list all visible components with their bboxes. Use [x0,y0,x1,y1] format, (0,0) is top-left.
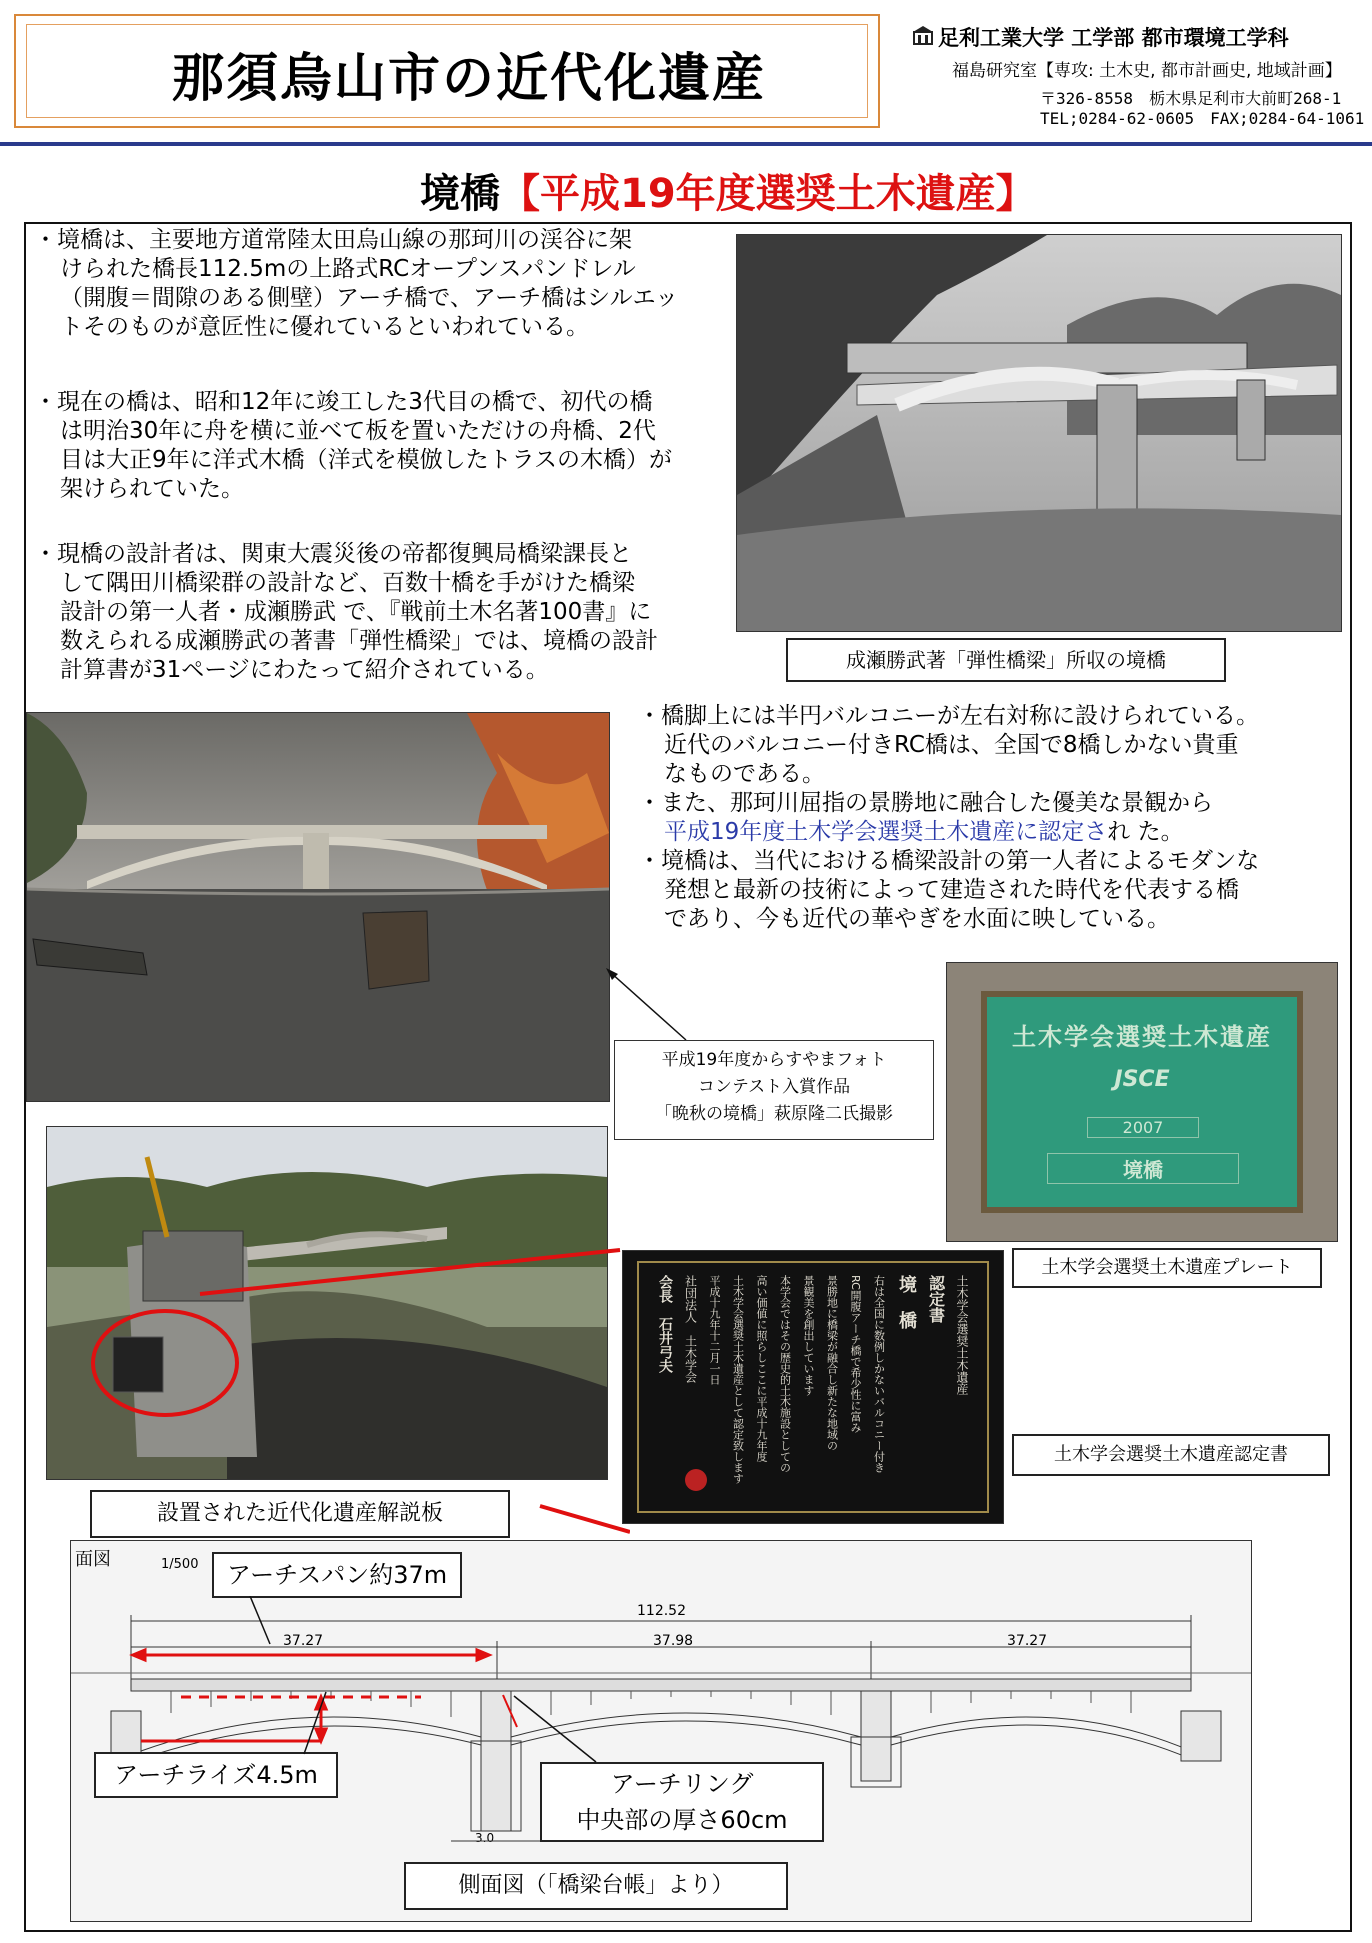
text-line: 近代のバルコニー付きRC橋は、全国で8橋しかない貴重 [664,732,1239,758]
text-line: して隅田川橋梁群の設計など、百数十橋を手がけた橋梁 [60,570,635,596]
paragraph-designer [34,540,658,685]
dim-total: 112.52 [637,1603,686,1619]
text-line: けられた橋長112.5mの上路式RCオープンスパンドレル [60,256,636,282]
arch-ring-label [540,1762,824,1842]
plate-caption: 土木学会選奨土木遺産プレート [1012,1248,1322,1288]
text-line: 設計の第一人者・成瀬勝武 で、『戦前土木名著100書』に [60,599,652,625]
text-line: ・現在の橋は、昭和12年に竣工した3代目の橋で、初代の橋 [34,389,653,415]
certificate-line: 景勝地に橋梁が融合し新たな地域の [825,1275,839,1451]
certificate-line: 右は全国に数例しかないバルコニー付き [872,1275,886,1473]
plate [981,991,1303,1213]
bridge-name: 境橋 [420,171,500,217]
arch-ring-line: 中央部の厚さ60cm [576,1806,788,1834]
plate-year: 2007 [1087,1117,1199,1138]
certificate-line: 高い価値に照らしここに平成十九年度 [755,1275,768,1462]
text-line: ・また、那珂川屈指の景勝地に融合した優美な景観から [638,790,1213,816]
text-line: 数えられる成瀬勝武の著書「弾性橋梁」では、境橋の設計 [60,628,658,654]
plate-heading: 土木学会選奨土木遺産 [1012,1023,1272,1051]
section-title [420,162,1036,219]
drawing-scale: 1/500 [161,1557,199,1572]
paragraph-overview [34,226,678,342]
caption-line: 「晩秋の境橋」萩原隆二氏撮影 [655,1104,893,1124]
certificate-line: 境 橋 [896,1275,917,1329]
text-line: 目は大正9年に洋式木橋（洋式を模倣したトラスの木橋）が [60,447,672,473]
university-emblem-icon [912,24,934,46]
paragraph-balcony [638,702,1259,934]
institution-name: 足利工業大学 工学部 都市環境工学科 [938,26,1289,50]
certificate-frame [637,1261,989,1513]
text-line: ・境橋は、当代における橋梁設計の第一人者によるモダンな [638,848,1260,874]
certificate-line: RC開腹アーチ橋で希少性に富み [849,1275,862,1433]
plate-logo: JSCE [1114,1067,1170,1092]
text-line: は明治30年に舟を横に並べて板を置いただけの舟橋、2代 [60,418,656,444]
arch-ring-pointer [506,1694,606,1764]
autumn-bridge-photo [26,712,610,1102]
text-line: （開腹＝間隙のある側壁）アーチ橋で、アーチ橋はシルエッ [60,285,679,311]
text-line: ・現橋の設計者は、関東大震災後の帝都復興局橋梁課長と [34,541,632,567]
certificate-line: 社団法人 土木学会 [683,1275,698,1383]
drawing-label: 面図 [75,1549,111,1570]
plate-name: 境橋 [1047,1153,1239,1184]
certificate-line: 会長 石井弓夫 [657,1275,673,1373]
caption-line: 平成19年度からすやまフォト [661,1050,887,1070]
seal-icon [685,1469,707,1491]
caption-line: コンテスト入賞作品 [697,1077,851,1097]
heritage-link-text: 平成19年度土木学会選奨土木遺産に認定さ [664,819,1108,845]
text-line: 計算書が31ページにわたって紹介されている。 [60,657,549,683]
certificate-photo [622,1250,1004,1524]
dim-tick: 3.0 [475,1831,495,1845]
pointer-arrow [600,964,690,1044]
address: 〒326-8558 栃木県足利市大前町268-1 [1040,89,1342,108]
text-line: れ た。 [1107,819,1184,845]
lab-name: 福島研究室【専攻: 土木史, 都市計画史, 地域計画】 [952,61,1342,81]
signboard-caption: 設置された近代化遺産解説板 [90,1490,510,1538]
text-line: なものである。 [664,761,825,787]
arch-ring-line: アーチリング [610,1770,754,1798]
arch-rise-label: アーチライズ4.5m [94,1752,338,1798]
certificate-line: 土木学会選奨土木遺産として認定致します [731,1275,745,1484]
certificate-line: 本学会ではその歴史的土木施設としての [778,1275,792,1473]
old-photo-caption: 成瀬勝武著「弾性橋梁」所収の境橋 [786,638,1226,682]
certificate-line: 認定書 [926,1275,946,1323]
dim-span-right: 37.27 [1007,1633,1048,1649]
phone-fax: TEL;0284-62-0605 FAX;0284-64-1061 [1040,109,1365,128]
page-title: 那須烏山市の近代化遺産 [172,49,767,109]
dim-span-mid: 37.98 [653,1633,694,1649]
text-line: ・橋脚上には半円バルコニーが左右対称に設けられている。 [638,703,1259,729]
certificate-line: 景観美を創出しています [802,1275,815,1396]
paragraph-history [34,388,672,504]
certificate-text [657,1275,969,1499]
text-line: トそのものが意匠性に優れているといわれている。 [60,314,589,340]
dim-span-left: 37.27 [283,1633,324,1649]
certificate-line: 土木学会選奨土木遺産 [955,1275,969,1395]
contest-caption [614,1040,934,1140]
text-line: であり、今も近代の華やぎを水面に映している。 [664,906,1170,932]
arch-rise-pointer [300,1690,330,1756]
arch-span-pointer [240,1596,300,1646]
text-line: ・境橋は、主要地方道常陸太田烏山線の那珂川の渓谷に架 [34,227,632,253]
certificate-line: 平成十九年十二月一日 [708,1275,721,1385]
text-line: 架けられていた。 [60,476,244,502]
header-rule [0,142,1372,146]
text-line: 発想と最新の技術によって建造された時代を代表する橋 [664,877,1239,903]
heritage-tag: 【平成19年度選奨土木遺産】 [500,171,1036,217]
old-bridge-photo [736,234,1342,632]
certificate-caption: 土木学会選奨土木遺産認定書 [1012,1434,1330,1476]
arch-span-label: アーチスパン約37m [212,1552,462,1598]
heritage-plate-photo [946,962,1338,1242]
side-view-caption: 側面図（「橋梁台帳」より） [404,1862,788,1910]
